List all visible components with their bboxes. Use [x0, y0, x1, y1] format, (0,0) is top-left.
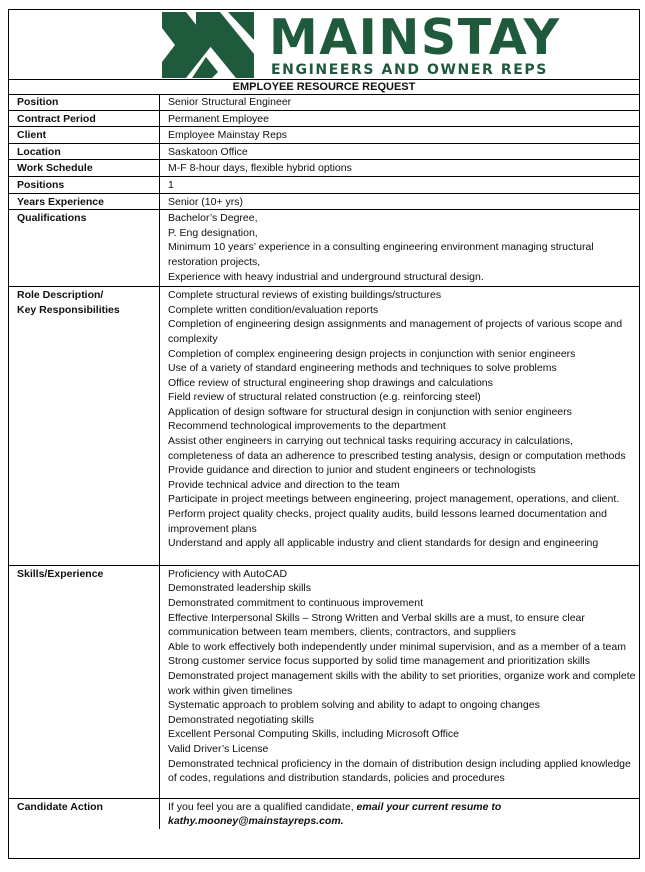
responsibilities-list	[160, 287, 640, 566]
list-item: Office review of structural engineering shop drawings and calculations	[168, 376, 493, 389]
list-item: Completion of complex engineering design projects in conjunction with senior engineers	[168, 347, 576, 360]
row-value: 1	[160, 176, 640, 193]
brand-tagline: ENGINEERS AND OWNER REPS	[271, 62, 548, 78]
list-item: Demonstrated commitment to continuous improvement	[168, 597, 424, 609]
list-item: Provide guidance and direction to junior and student engineers or technologists	[168, 464, 536, 477]
list-item: Assist other engineers in carrying out technical tasks requiring accuracy in calculations, completeness of data an adherence to prescribed testing analysis, design or computation methods	[168, 435, 626, 462]
list-item: Demonstrated leadership skills	[168, 582, 311, 595]
row-value: Permanent Employee	[160, 110, 640, 127]
table-row	[9, 798, 639, 829]
list-item: Completion of engineering design assignments and management of projects of various scope and complexity	[168, 318, 623, 345]
table-row	[9, 176, 639, 193]
table-row	[9, 110, 639, 127]
list-item: Application of design software for structural design in conjunction with senior engineers	[168, 405, 572, 418]
list-item: Use of a variety of standard engineering methods and techniques to solve problems	[168, 362, 557, 375]
list-item: Strong customer service focus supported by solid time management and prioritization skills	[168, 655, 590, 668]
list-item: Proficiency with AutoCAD	[168, 567, 288, 580]
list-item: Able to work effectively both independently under minimal supervision, and as a member of a team	[168, 640, 626, 653]
list-item: Effective Interpersonal Skills – Strong Written and Verbal skills are a must, to ensure clear communication between team members, clients, contractors, and suppliers	[168, 611, 585, 639]
table-row	[9, 94, 639, 110]
list-item: Valid Driver’s License	[168, 742, 269, 755]
list-item: Complete written condition/evaluation reports	[168, 303, 379, 316]
skills-list	[160, 565, 640, 798]
table-row	[9, 127, 639, 144]
row-label: Client	[9, 127, 160, 144]
table-row	[9, 565, 639, 798]
row-value: M-F 8-hour days, flexible hybrid options	[160, 160, 640, 177]
role-label-line: Role Description/	[17, 289, 104, 302]
role-label-line: Key Responsibilities	[17, 303, 120, 316]
form-title: EMPLOYEE RESOURCE REQUEST	[9, 79, 639, 95]
list-item: Demonstrated technical proficiency in the domain of distribution design including applied knowledge of codes, regulations and distribution standards, policies and procedures	[168, 757, 631, 785]
list-item: Field review of structural related construction (e.g. reinforcing steel)	[168, 391, 481, 404]
row-label: Contract Period	[9, 110, 160, 127]
row-label: Years Experience	[9, 193, 160, 210]
table-row	[9, 287, 639, 566]
request-details-table	[9, 94, 639, 829]
list-item: Systematic approach to problem solving and ability to adapt to ongoing changes	[168, 699, 540, 712]
row-value: Senior Structural Engineer	[168, 96, 292, 108]
row-label	[9, 287, 160, 566]
table-row	[9, 143, 639, 160]
row-value: Employee Mainstay Reps	[160, 127, 640, 144]
list-item: Demonstrated project management skills with the ability to set priorities, organize work and complete work within given timelines	[168, 669, 636, 697]
table-row	[9, 160, 639, 177]
row-label: Position	[9, 94, 160, 110]
list-item: Excellent Personal Computing Skills, including Microsoft Office	[168, 728, 460, 741]
mainstay-logo-mark-icon	[162, 12, 254, 78]
list-item: Participate in project meetings between engineering, project management, operations, and client.	[168, 493, 620, 506]
brand-name: MAINSTAY	[269, 9, 561, 66]
row-label: Work Schedule	[9, 160, 160, 177]
contact-email-link[interactable]: kathy.mooney@mainstayreps.com.	[168, 815, 344, 828]
row-label: Location	[9, 143, 160, 160]
row-value: Saskatoon Office	[160, 143, 640, 160]
logo-header	[9, 10, 639, 79]
list-item: Bachelor’s Degree,	[168, 212, 258, 225]
list-item: Complete structural reviews of existing buildings/structures	[168, 289, 442, 302]
row-label: Candidate Action	[9, 798, 160, 829]
list-item: Minimum 10 years’ experience in a consulting engineering environment managing structural restoration projects,	[168, 241, 594, 268]
list-item: Demonstrated negotiating skills	[168, 713, 314, 726]
table-row	[9, 210, 639, 287]
candidate-action-text	[160, 798, 640, 829]
row-value: Senior (10+ yrs)	[160, 193, 640, 210]
row-label: Skills/Experience	[9, 565, 160, 798]
list-item: P. Eng designation,	[168, 226, 258, 239]
list-item: Recommend technological improvements to the department	[168, 420, 446, 433]
list-item: Understand and apply all applicable industry and client standards for design and engineering	[168, 537, 599, 550]
row-label: Qualifications	[9, 210, 160, 287]
candidate-action-intro: If you feel you are a qualified candidate,	[168, 800, 357, 813]
list-item: Perform project quality checks, project quality audits, build lessons learned documentation and improvement plans	[168, 508, 607, 535]
list-item: Provide technical advice and direction to the team	[168, 478, 400, 491]
employee-resource-request-form	[8, 9, 640, 859]
list-item: Experience with heavy industrial and underground structural design.	[168, 270, 484, 283]
row-label: Positions	[9, 176, 160, 193]
qualifications-list	[160, 210, 640, 287]
table-row	[9, 193, 639, 210]
candidate-action-emphasis: email your current resume to	[356, 800, 502, 813]
